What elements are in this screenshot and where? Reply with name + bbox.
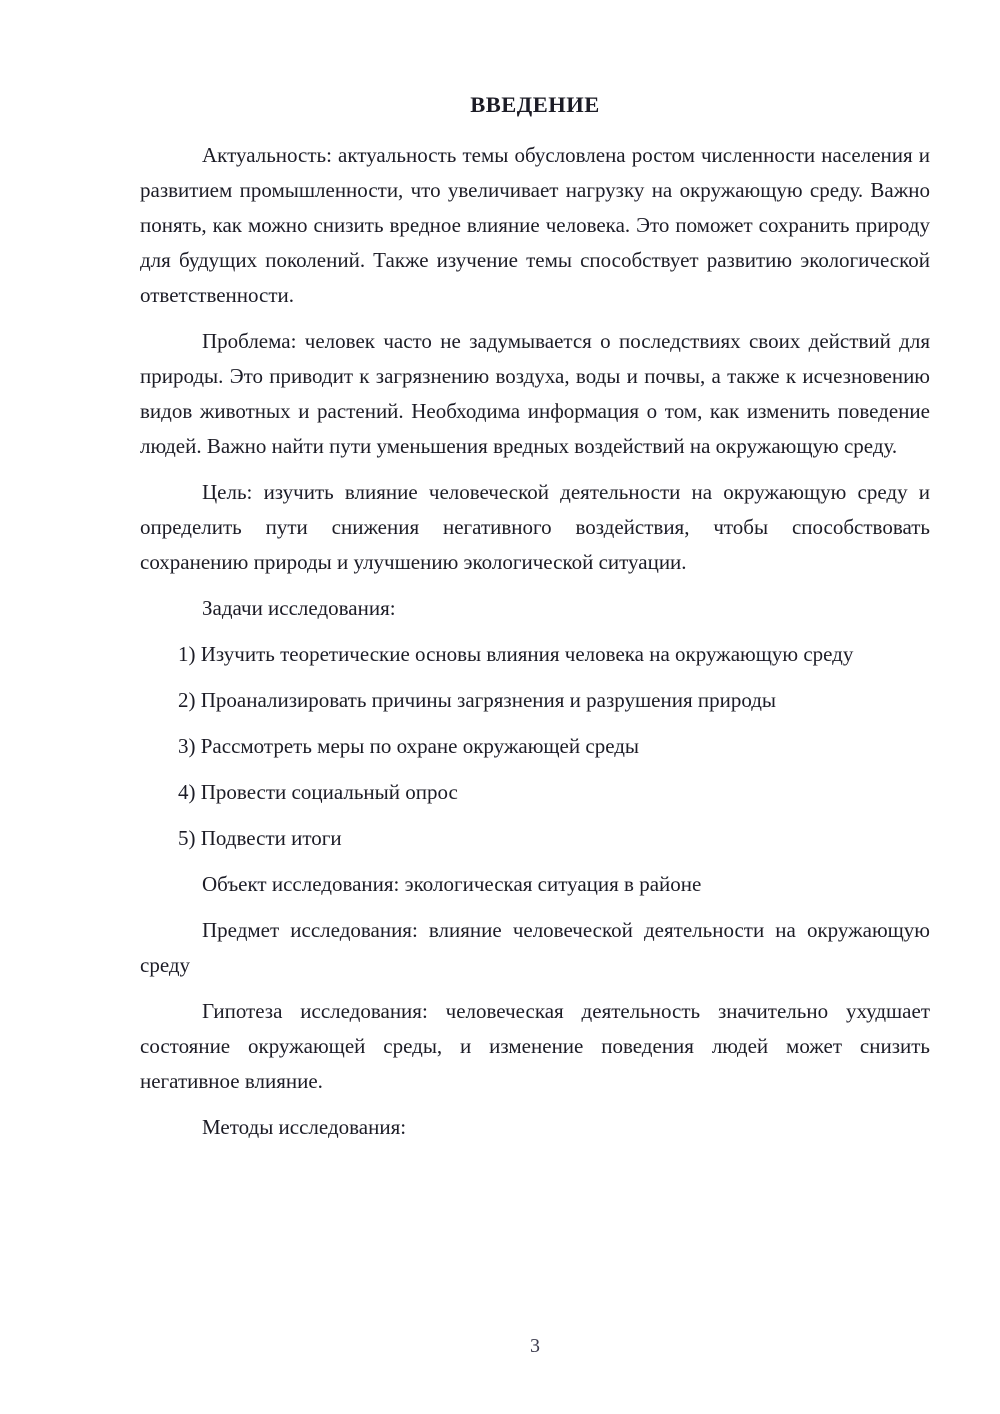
paragraph-problema: Проблема: человек часто не задумывается о последствиях своих действий для природы. Это приводит к загрязнению воздуха, воды и почвы, а также к исчезновению видов животных и растений. Необходима информация о том, как изменить поведение людей. Важно найти пути уменьшения вредных воздействий на окружающую среду.: [140, 329, 930, 458]
list-item-3: 3) Рассмотреть меры по охране окружающей среды: [178, 734, 640, 758]
page-title: ВВЕДЕНИЕ: [470, 92, 600, 117]
list-item-1: 1) Изучить теоретические основы влияния человека на окружающую среду: [178, 642, 854, 666]
paragraph-zadachi-heading: Задачи исследования:: [202, 596, 396, 620]
paragraph-tsel: Цель: изучить влияние человеческой деятельности на окружающую среду и определить пути снижения негативного воздействия, чтобы способствовать сохранению природы и улучшению экологической ситуации.: [140, 480, 930, 574]
paragraph-obekt: Объект исследования: экологическая ситуация в районе: [202, 872, 702, 896]
list-item-5: 5) Подвести итоги: [178, 826, 342, 850]
paragraph-aktualnost: Актуальность: актуальность темы обусловлена ростом численности населения и развитием промышленности, что увеличивает нагрузку на окружающую среду. Важно понять, как можно снизить вредное влияние человека. Это поможет сохранить природу для будущих поколений. Также изучение темы способствует развитию экологической ответственности.: [140, 143, 930, 307]
list-item-2: 2) Проанализировать причины загрязнения и разрушения природы: [178, 688, 777, 712]
page-number: 3: [530, 1335, 540, 1357]
paragraph-metody-heading: Методы исследования:: [202, 1115, 407, 1139]
list-item-4: 4) Провести социальный опрос: [178, 780, 458, 804]
paragraph-gipoteza: Гипотеза исследования: человеческая деятельность значительно ухудшает состояние окружающей среды, и изменение поведения людей может снизить негативное влияние.: [140, 999, 930, 1093]
paragraph-predmet: Предмет исследования: влияние человеческой деятельности на окружающую среду: [140, 918, 930, 977]
